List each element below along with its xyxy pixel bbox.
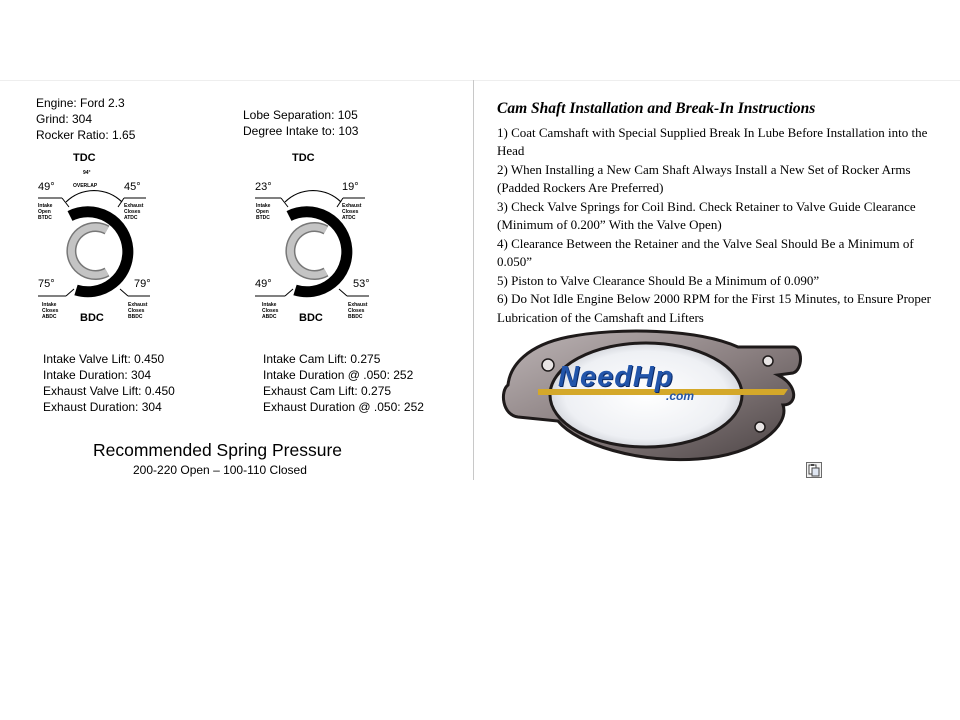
instruction-item: 1) Coat Camshaft with Special Supplied Break In Lube Before Installation into the Head: [497, 124, 928, 158]
gasket-graphic: [498, 325, 808, 465]
spec-line: Intake Cam Lift: 0.275: [263, 352, 381, 366]
exhaust-open-text: Exhaust Closes BBDC: [348, 302, 368, 320]
intake-open-degrees: 23°: [255, 181, 272, 193]
intake-open-text: Intake Open BTDC: [256, 203, 271, 221]
bdc-label: BDC: [80, 312, 104, 324]
clipboard-icon[interactable]: [806, 462, 822, 478]
intake-close-text: Intake Closes ABDC: [262, 302, 279, 320]
bdc-label: BDC: [299, 312, 323, 324]
timing-diagram-right: [255, 150, 385, 330]
exhaust-close-text: Exhaust Closes ATDC: [124, 203, 144, 221]
lobe-separation-label: Lobe Separation: 105: [243, 108, 358, 122]
instruction-item: 3) Check Valve Springs for Coil Bind. Check Retainer to Valve Guide Clearance (Minimum of 0.200” With the Valve Open): [497, 198, 916, 232]
spec-line: Exhaust Cam Lift: 0.275: [263, 384, 392, 398]
exhaust-open-text: Exhaust Closes BBDC: [128, 302, 148, 320]
page-divider: [473, 80, 474, 480]
install-instructions: [497, 100, 942, 327]
intake-close-text: Intake Closes ABDC: [42, 302, 59, 320]
intake-close-degrees: 75°: [38, 278, 55, 290]
exhaust-close-degrees: 19°: [342, 181, 359, 193]
degree-intake-label: Degree Intake to: 103: [243, 124, 359, 138]
spec-line: Exhaust Duration @ .050: 252: [263, 400, 424, 414]
lobe-specs: [243, 107, 358, 139]
logo-domain-text: .com: [666, 389, 695, 403]
logo-brand-text: NeedHp: [558, 361, 674, 393]
spec-line: Exhaust Valve Lift: 0.450: [43, 384, 175, 398]
spring-pressure-title: Recommended Spring Pressure: [93, 440, 343, 460]
exhaust-close-degrees: 45°: [124, 181, 141, 193]
rocker-ratio-label: Rocker Ratio: 1.65: [36, 128, 136, 142]
grind-label: Grind: 304: [36, 112, 93, 126]
overlap-degrees: 94°: [83, 170, 91, 176]
tdc-label: TDC: [73, 152, 96, 164]
instruction-item: 5) Piston to Valve Clearance Should Be a Minimum of 0.090”: [497, 272, 820, 288]
instructions-title: Cam Shaft Installation and Break-In Instructions: [497, 100, 816, 117]
spec-line: Intake Valve Lift: 0.450: [43, 352, 165, 366]
clipboard-icon-glyph: [806, 462, 822, 478]
spring-pressure-values: 200-220 Open – 100-110 Closed: [133, 463, 307, 477]
exhaust-close-text: Exhaust Closes ATDC: [342, 203, 362, 221]
overlap-label: OVERLAP: [73, 183, 98, 189]
instruction-item: 6) Do Not Idle Engine Below 2000 RPM for the First 15 Minutes, to Ensure Proper Lubrication of the Camshaft and Lifters: [497, 291, 932, 325]
intake-close-degrees: 49°: [255, 278, 272, 290]
needhp-logo: [498, 325, 808, 465]
engine-label: Engine: Ford 2.3: [36, 96, 125, 110]
spec-line: Intake Duration: 304: [43, 368, 152, 382]
exhaust-open-degrees: 53°: [353, 278, 370, 290]
intake-open-text: Intake Open BTDC: [38, 203, 53, 221]
spec-line: Exhaust Duration: 304: [43, 400, 162, 414]
timing-diagram-left: [36, 150, 166, 330]
instruction-item: 2) When Installing a New Cam Shaft Always Install a New Set of Rocker Arms (Padded Rockers Are Preferred): [497, 161, 911, 195]
valve-lift-specs: [43, 351, 175, 415]
cam-lift-specs: [263, 351, 424, 415]
spec-line: Intake Duration @ .050: 252: [263, 368, 414, 382]
top-band: [0, 0, 960, 81]
intake-open-degrees: 49°: [38, 181, 55, 193]
tdc-label: TDC: [292, 152, 315, 164]
engine-specs: [36, 95, 135, 143]
instruction-item: 4) Clearance Between the Retainer and the Valve Seal Should Be a Minimum of 0.050”: [497, 235, 914, 269]
exhaust-open-degrees: 79°: [134, 278, 151, 290]
